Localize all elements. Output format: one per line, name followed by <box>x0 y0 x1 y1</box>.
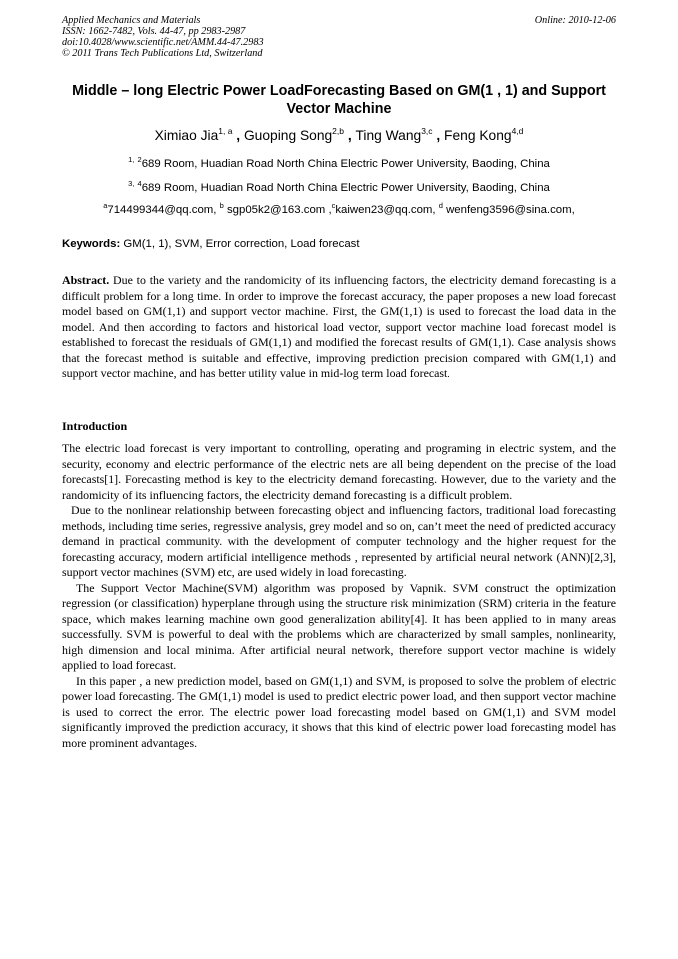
paragraph: The Support Vector Machine(SVM) algorithm was proposed by Vapnik. SVM construct the optimization regression (or classification) hyperplane through using the structure risk minimization (SRM) criteria in the feature space, which makes learning machine own good generalization ability[4]. It has been applied to in many areas successfully. SVM is powerful to deal with the problems which are characterized by small samples, nonlinearity, high dimension and local minima. After artificial neural network, therefore support vector machine is widely applied to load forecast. <box>62 580 616 672</box>
email-address: 714499344@qq.com, <box>107 204 220 216</box>
email-mark: a <box>103 201 108 210</box>
email-line <box>62 203 616 217</box>
author-separator: , <box>344 128 356 143</box>
author-name: Guoping Song <box>243 128 333 143</box>
introduction-body <box>62 441 616 751</box>
paper-title: Middle – long Electric Power LoadForecasting Based on GM(1 , 1) and Support Vector Machine <box>72 83 606 117</box>
author-name: Ximiao Jia <box>154 128 219 143</box>
doi-line: doi:10.4028/www.scientific.net/AMM.44-47.2983 <box>62 37 264 48</box>
email-mark: c <box>331 201 336 210</box>
author-list <box>62 127 616 145</box>
author-affiliation-mark: 2,b <box>332 126 344 136</box>
email-address: kaiwen23@qq.com, <box>335 204 439 216</box>
affiliation-line <box>62 181 616 195</box>
copyright-line: © 2011 Trans Tech Publications Ltd, Switzerland <box>62 48 263 59</box>
author-affiliation-mark: 4,d <box>511 126 524 136</box>
abstract-label: Abstract. <box>62 273 110 287</box>
paragraph: In this paper , a new prediction model, based on GM(1,1) and SVM, is proposed to solve the problem of electric power load forecasting. The GM(1,1) model is used to predict electric power load, and then support vector machine is used to correct the error. The electric power load forecasting model based on GM(1,1) and SVM model significantly improved the prediction accuracy, it shows that this kind of electric power load forecasting model has more prominent advantages. <box>62 673 616 750</box>
keywords-label: Keywords: <box>62 238 121 250</box>
author-name: Ting Wang <box>355 128 422 143</box>
email-mark: d <box>438 201 443 210</box>
affiliation-mark: 3, <box>128 179 135 188</box>
abstract <box>62 273 616 383</box>
affiliation-text: 689 Room, Huadian Road North China Electric Power University, Baoding, China <box>141 182 550 194</box>
affiliation-text: 689 Room, Huadian Road North China Electric Power University, Baoding, China <box>141 158 550 170</box>
affiliation-mark: 1, <box>128 155 135 164</box>
keywords <box>62 237 616 251</box>
section-heading-introduction: Introduction <box>62 419 128 433</box>
affiliation-mark: 2 <box>137 155 142 164</box>
paragraph: The electric load forecast is very important to controlling, operating and programing in electric system, and the security, economy and electric performance of the electric nets are all being dependent on the precise of the load forecasts[1]. Forecasting method is key to the electricity demand forecasting. However, due to the variety and the randomicity of its influencing factors, the electricity demand forecasting is a difficult problem. <box>62 441 616 502</box>
journal-name: Applied Mechanics and Materials <box>62 15 201 26</box>
abstract-text: Due to the variety and the randomicity of its influencing factors, the electricity demand forecasting is a difficult problem for a long time. In order to improve the forecast accuracy, the paper proposes a new load forecast model based on GM(1,1) and support vector machine. First, the GM(1,1) is used to forecast the load data in the model. And then according to factors and historical load vector, support vector machine load forecast model is established to forecast the residuals of GM(1,1) and modified the forecast results of GM(1,1). Case analysis shows that the forecast method is suitable and effective, improving prediction precision compared with GM(1,1) and support vector machine, and has better utility value in mid-log term load forecast <box>62 273 616 380</box>
email-address: sgp05k2@163.com , <box>223 204 332 216</box>
affiliation-line <box>62 157 616 171</box>
paragraph: Due to the nonlinear relationship between forecasting object and influencing factors, traditional load forecasting methods, including time series, regressive analysis, grey model and so on, can’t meet the need of predicted accuracy demand in practical community. with the development of computer technology and the higher request for the forecasting accuracy, modern artificial intelligence methods , represented by artificial neural network (ANN)[2,3], support vector machines (SVM) etc, are used widely in load forecasting. <box>62 503 616 579</box>
online-date: Online: 2010-12-06 <box>534 15 616 26</box>
author-separator: , <box>432 128 445 143</box>
issn-line: ISSN: 1662-7482, Vols. 44-47, pp 2983-2987 <box>62 26 246 37</box>
author-affiliation-mark: 3,c <box>421 126 433 136</box>
author-affiliation-mark: 1, a <box>218 126 233 136</box>
author-name: Feng Kong <box>444 128 512 143</box>
journal-header <box>62 15 616 59</box>
email-mark: b <box>219 201 224 210</box>
author-separator: , <box>232 128 244 143</box>
abstract-end: . <box>447 369 450 379</box>
email-address: wenfeng3596@sina.com, <box>442 204 575 216</box>
keywords-text: GM(1, 1), SVM, Error correction, Load forecast <box>120 238 360 250</box>
affiliation-mark: 4 <box>137 179 142 188</box>
